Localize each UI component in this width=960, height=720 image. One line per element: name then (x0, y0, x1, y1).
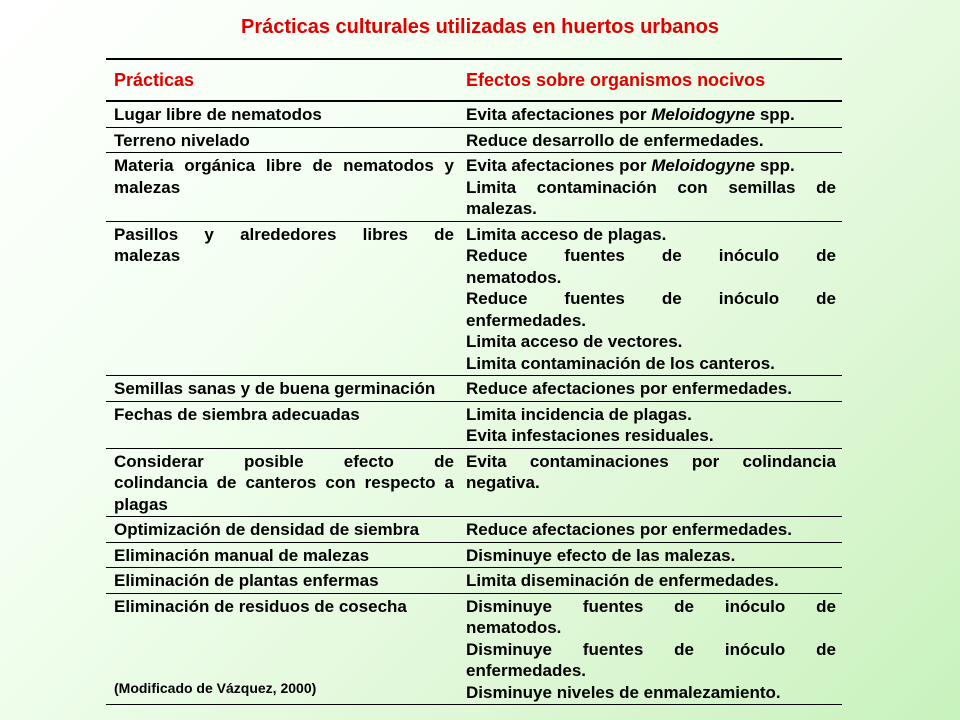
table-row (106, 568, 842, 593)
practice-cell (106, 570, 460, 592)
effect-cell (460, 378, 842, 400)
practice-cell-line: plagas (114, 494, 168, 514)
practice-cell-line: Lugar libre de nematodos (114, 105, 322, 124)
table-row (106, 222, 842, 376)
effect-cell-line: Evita afectaciones por Meloidogyne spp. (466, 105, 795, 124)
species-name: Meloidogyne (651, 156, 756, 175)
practice-cell-line: malezas (114, 177, 181, 197)
practice-cell (106, 545, 460, 567)
table-row (106, 402, 842, 448)
effect-cell-line: Disminuye fuentes de inóculo de (466, 639, 836, 659)
table-row (106, 153, 842, 221)
effect-cell (460, 545, 842, 567)
effect-cell-line: Reduce fuentes de inóculo de (466, 246, 836, 265)
effect-cell (460, 404, 842, 447)
effect-cell-line: nematodos. (466, 618, 562, 637)
table-body (106, 102, 842, 705)
effect-cell-line: Limita contaminación con semillas de (466, 177, 836, 197)
practice-cell (106, 130, 460, 152)
table-header-row (106, 60, 842, 100)
effect-cell-line: Disminuye efecto de las malezas. (466, 545, 736, 565)
table-row (106, 128, 842, 153)
practice-cell-line: Optimización de densidad de siembra (114, 520, 420, 539)
practice-cell-line: Pasillos y alrededores libres de (114, 224, 454, 244)
table-row (106, 376, 842, 401)
effect-cell (460, 104, 842, 126)
practice-cell (106, 519, 460, 541)
practice-cell-line: Fechas de siembra adecuadas (114, 404, 360, 424)
effect-cell-line: nematodos. (466, 267, 562, 287)
effect-cell (460, 224, 842, 375)
effect-cell-line: Disminuye fuentes de inóculo de (466, 596, 836, 616)
effect-cell-line: Evita contaminaciones por colindancia (466, 451, 836, 471)
effect-cell-line: Reduce afectaciones por enfermedades. (466, 520, 792, 539)
practice-cell (106, 224, 460, 375)
practice-cell (106, 104, 460, 126)
practice-cell-line: malezas (114, 246, 181, 265)
practice-cell-line: Considerar posible efecto de (114, 451, 454, 471)
page-title: Prácticas culturales utilizadas en huertos urbanos (241, 16, 719, 38)
effect-cell-line: Reduce desarrollo de enfermedades. (466, 130, 764, 150)
effect-cell-line: enfermedades. (466, 661, 586, 680)
effect-cell-line: Reduce fuentes de inóculo de (466, 289, 836, 308)
effect-cell-line: negativa. (466, 473, 540, 492)
effect-cell-line: malezas. (466, 199, 537, 218)
practice-cell-line: Eliminación de residuos de cosecha (114, 596, 407, 616)
effect-cell-line: Limita acceso de vectores. (466, 332, 683, 351)
practice-cell-line: Semillas sanas y de buena germinación (114, 379, 436, 398)
practices-table (106, 58, 842, 705)
practice-cell-line: colindancia de canteros con respecto a (114, 473, 454, 492)
row-divider (106, 704, 842, 705)
practice-cell-line: Materia orgánica libre de nematodos y (114, 156, 454, 175)
table-row (106, 543, 842, 568)
effect-cell-line: Evita afectaciones por Meloidogyne spp. (466, 156, 795, 175)
practice-cell-line: Terreno nivelado (114, 130, 250, 150)
practice-cell-line: Eliminación de plantas enfermas (114, 571, 379, 590)
effect-cell (460, 130, 842, 152)
effect-cell (460, 596, 842, 704)
effect-cell (460, 519, 842, 541)
species-name: Meloidogyne (651, 105, 756, 124)
table-row (106, 517, 842, 542)
effect-cell-line: enfermedades. (466, 310, 586, 330)
header-effects: Efectos sobre organismos nocivos (466, 70, 766, 90)
table-row (106, 102, 842, 127)
effect-cell-line: Limita incidencia de plagas. (466, 404, 692, 424)
effect-cell-line: Evita infestaciones residuales. (466, 426, 714, 445)
effect-cell-line: Limita contaminación de los canteros. (466, 353, 775, 373)
practice-cell (106, 404, 460, 447)
effect-cell (460, 451, 842, 516)
effect-cell-line: Reduce afectaciones por enfermedades. (466, 379, 792, 398)
effect-cell (460, 570, 842, 592)
practice-cell (106, 378, 460, 400)
header-practices: Prácticas (114, 70, 195, 90)
practice-cell (106, 451, 460, 516)
effect-cell-line: Limita acceso de plagas. (466, 224, 667, 244)
effect-cell-line: Limita diseminación de enfermedades. (466, 571, 779, 590)
source-credit: (Modificado de Vázquez, 2000) (114, 680, 317, 696)
practice-cell (106, 155, 460, 220)
effect-cell-line: Disminuye niveles de enmalezamiento. (466, 682, 781, 702)
effect-cell (460, 155, 842, 220)
practice-cell-line: Eliminación manual de malezas (114, 545, 370, 565)
table-row (106, 449, 842, 517)
